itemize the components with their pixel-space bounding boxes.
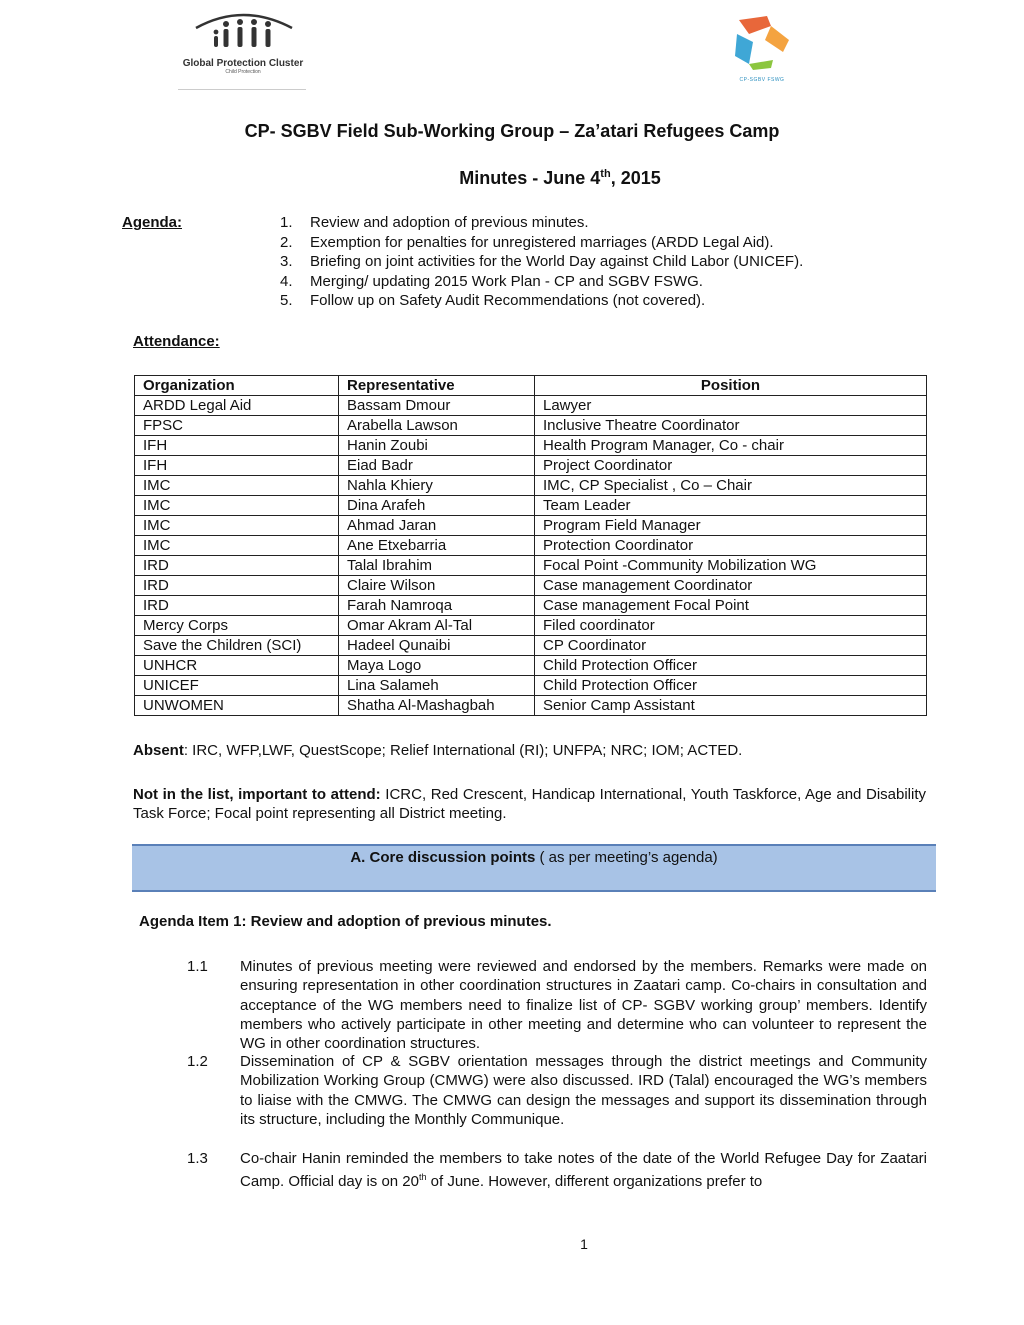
organization-cell: Save the Children (SCI) bbox=[135, 636, 339, 656]
discussion-point bbox=[187, 1052, 927, 1129]
discussion-point bbox=[187, 1149, 927, 1192]
organization-cell: ARDD Legal Aid bbox=[135, 396, 339, 416]
point-text: Co-chair Hanin reminded the members to take notes of the date of the World Refugee Day for Zaatari Camp. Official day is on 20th of June. However, different organizations prefer to bbox=[240, 1150, 927, 1191]
representative-cell: Ahmad Jaran bbox=[339, 516, 535, 536]
organization-cell: UNWOMEN bbox=[135, 696, 339, 716]
document-title: CP- SGBV Field Sub-Working Group – Za’atari Refugees Camp bbox=[244, 121, 780, 141]
cp-sgbv-logo bbox=[722, 12, 802, 82]
agenda-label: Agenda: bbox=[122, 214, 182, 231]
position-cell: IMC, CP Specialist , Co – Chair bbox=[535, 476, 927, 496]
organization-cell: IMC bbox=[135, 516, 339, 536]
organization-cell: IRD bbox=[135, 596, 339, 616]
section-a-banner bbox=[132, 844, 936, 892]
representative-cell: Claire Wilson bbox=[339, 576, 535, 596]
point-text: Dissemination of CP & SGBV orientation messages through the district meetings and Community Mobilization Working Group (CMWG) were also discussed. IRD (Talal) encouraged the WG’s members to liaise with the CMWG. The CMWG can design the messages and support its dissemination through its structure, including the Monthly Communique. bbox=[240, 1053, 927, 1128]
agenda-item: 1. Review and adoption of previous minutes. bbox=[280, 214, 589, 231]
position-cell: Inclusive Theatre Coordinator bbox=[535, 416, 927, 436]
logo-divider bbox=[178, 89, 306, 90]
representative-cell: Ane Etxebarria bbox=[339, 536, 535, 556]
organization-cell: IRD bbox=[135, 556, 339, 576]
people-arc-icon bbox=[188, 10, 298, 56]
subtitle-date: Minutes - June 4 bbox=[459, 168, 601, 188]
document-subtitle bbox=[0, 168, 1024, 189]
table-row bbox=[135, 656, 927, 676]
organization-cell: Mercy Corps bbox=[135, 616, 339, 636]
not-in-list-paragraph bbox=[133, 785, 926, 823]
table-row bbox=[135, 696, 927, 716]
table-row bbox=[135, 476, 927, 496]
table-row bbox=[135, 516, 927, 536]
representative-cell: Hanin Zoubi bbox=[339, 436, 535, 456]
point-number: 1.1 bbox=[187, 958, 208, 975]
organization-cell: IRD bbox=[135, 576, 339, 596]
table-row bbox=[135, 436, 927, 456]
table-row bbox=[135, 556, 927, 576]
agenda-list bbox=[280, 213, 803, 311]
agenda-item: 5. Follow up on Safety Audit Recommendations (not covered). bbox=[280, 292, 706, 310]
organization-cell: IFH bbox=[135, 456, 339, 476]
table-header-row bbox=[135, 376, 927, 396]
table-row bbox=[135, 616, 927, 636]
point-text: Minutes of previous meeting were reviewed and endorsed by the members. Remarks were made on ensuring representation in other coordination structures in Zaatari camp. Co-chairs in consultation and acceptance of the WG members need to finalize list of CP- SGBV working group’ members. Identify members who actively participate in other meeting and determine who can volunteer to represent the WG in other coordination structures. bbox=[240, 958, 927, 1053]
position-cell: Focal Point -Community Mobilization WG bbox=[535, 556, 927, 576]
absent-label: Absent bbox=[133, 742, 184, 759]
agenda-item: 3. Briefing on joint activities for the World Day against Child Labor (UNICEF). bbox=[280, 253, 804, 271]
representative-cell: Omar Akram Al-Tal bbox=[339, 616, 535, 636]
table-row bbox=[135, 456, 927, 476]
representative-cell: Shatha Al-Mashagbah bbox=[339, 696, 535, 716]
table-row bbox=[135, 416, 927, 436]
table-row bbox=[135, 576, 927, 596]
organization-cell: FPSC bbox=[135, 416, 339, 436]
absent-paragraph bbox=[133, 741, 926, 760]
hands-logo-icon bbox=[727, 12, 797, 72]
page-number: 1 bbox=[580, 1236, 588, 1252]
logo-subtitle: Child Protection bbox=[225, 69, 261, 75]
position-cell: Health Program Manager, Co - chair bbox=[535, 436, 927, 456]
position-cell: Case management Coordinator bbox=[535, 576, 927, 596]
table-row bbox=[135, 676, 927, 696]
position-cell: Project Coordinator bbox=[535, 456, 927, 476]
representative-cell: Dina Arafeh bbox=[339, 496, 535, 516]
not-in-list-text: ICRC, Red Crescent, Handicap International, Youth Taskforce, Age and Disability Task Force; Focal point representing all District meeting. bbox=[133, 786, 927, 822]
organization-cell: UNHCR bbox=[135, 656, 339, 676]
representative-cell: Farah Namroqa bbox=[339, 596, 535, 616]
point-number: 1.2 bbox=[187, 1053, 208, 1070]
position-cell: Lawyer bbox=[535, 396, 927, 416]
table-row bbox=[135, 396, 927, 416]
not-in-list-label: Not in the list, important to attend: bbox=[133, 786, 381, 803]
representative-cell: Bassam Dmour bbox=[339, 396, 535, 416]
attendance-table bbox=[134, 375, 927, 716]
position-cell: Protection Coordinator bbox=[535, 536, 927, 556]
column-header-organization: Organization bbox=[135, 376, 339, 396]
representative-cell: Hadeel Qunaibi bbox=[339, 636, 535, 656]
agenda-item: 2. Exemption for penalties for unregistered marriages (ARDD Legal Aid). bbox=[280, 233, 774, 251]
organization-cell: IMC bbox=[135, 476, 339, 496]
global-protection-cluster-logo bbox=[178, 10, 308, 90]
table-row bbox=[135, 636, 927, 656]
position-cell: Child Protection Officer bbox=[535, 676, 927, 696]
representative-cell: Arabella Lawson bbox=[339, 416, 535, 436]
position-cell: CP Coordinator bbox=[535, 636, 927, 656]
discussion-point bbox=[187, 957, 927, 1053]
subtitle-year: , 2015 bbox=[610, 168, 661, 188]
absent-text: : IRC, WFP,LWF, QuestScope; Relief International (RI); UNFPA; NRC; IOM; ACTED. bbox=[183, 742, 743, 759]
position-cell: Program Field Manager bbox=[535, 516, 927, 536]
organization-cell: IMC bbox=[135, 496, 339, 516]
column-header-position: Position bbox=[535, 376, 927, 396]
position-cell: Case management Focal Point bbox=[535, 596, 927, 616]
agenda-item-1-heading: Agenda Item 1: Review and adoption of previous minutes. bbox=[139, 913, 552, 930]
column-header-representative: Representative bbox=[339, 376, 535, 396]
position-cell: Team Leader bbox=[535, 496, 927, 516]
subtitle-ordinal: th bbox=[600, 168, 611, 180]
point-number: 1.3 bbox=[187, 1150, 208, 1167]
table-row bbox=[135, 596, 927, 616]
organization-cell: UNICEF bbox=[135, 676, 339, 696]
agenda-item: 4. Merging/ updating 2015 Work Plan - CP and SGBV FSWG. bbox=[280, 272, 703, 290]
representative-cell: Lina Salameh bbox=[339, 676, 535, 696]
representative-cell: Talal Ibrahim bbox=[339, 556, 535, 576]
representative-cell: Maya Logo bbox=[339, 656, 535, 676]
table-row bbox=[135, 536, 927, 556]
attendance-rows bbox=[135, 396, 927, 716]
position-cell: Child Protection Officer bbox=[535, 656, 927, 676]
representative-cell: Eiad Badr bbox=[339, 456, 535, 476]
logo-name: Global Protection Cluster bbox=[182, 58, 304, 69]
organization-cell: IFH bbox=[135, 436, 339, 456]
attendance-label: Attendance: bbox=[133, 333, 220, 350]
position-cell: Senior Camp Assistant bbox=[535, 696, 927, 716]
logo-caption: CP-SGBV FSWG bbox=[739, 77, 785, 83]
table-row bbox=[135, 496, 927, 516]
section-a-title: A. Core discussion points ( as per meeting’s agenda) bbox=[350, 849, 718, 866]
organization-cell: IMC bbox=[135, 536, 339, 556]
representative-cell: Nahla Khiery bbox=[339, 476, 535, 496]
position-cell: Filed coordinator bbox=[535, 616, 927, 636]
